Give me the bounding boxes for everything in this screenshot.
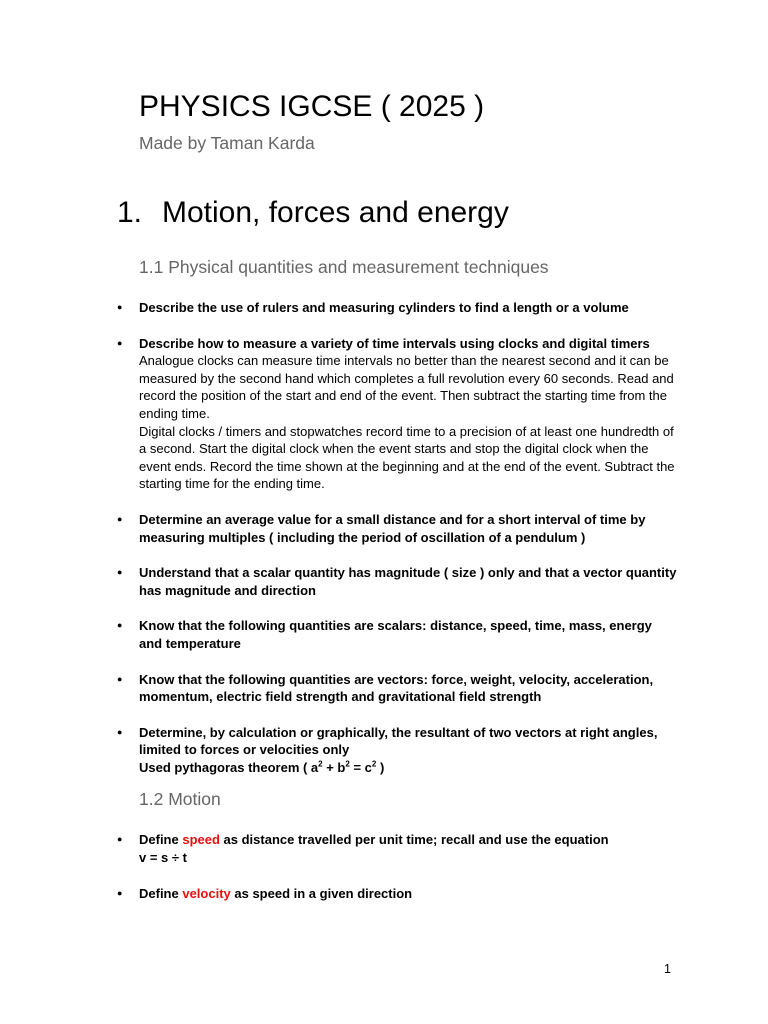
chapter-heading [117,193,509,233]
list-item-text [139,885,677,903]
section-heading-1-2: 1.2 Motion [139,789,221,810]
formula-part: ) [376,759,385,775]
list-item [117,564,677,599]
chapter-title: Motion, forces and energy [162,196,509,229]
text-part: Define [139,885,183,901]
speed-equation: v = s ÷ t [139,850,187,866]
document-title: PHYSICS IGCSE ( 2025 ) [139,90,485,123]
list-item [117,299,677,317]
pythagoras-formula [139,759,677,777]
formula-part: = c [349,759,372,775]
text-part: as distance travelled per unit time; recall and use the equation [219,832,609,848]
list-item [117,671,677,706]
list-item-note: Digital clocks / timers and stopwatches record time to a precision of at least one hundredth of a second. Start the digital clock when the event starts and stop the digital clock when the event ends. Record the time shown at the beginning and at the end of the event. Subtract the starting time for the ending time. [139,423,675,492]
list-item [117,831,677,866]
formula-part: Used pythagoras theorem ( a [139,759,319,775]
section-1-1-list [117,299,677,776]
list-item-note: Analogue clocks can measure time intervals no better than the nearest second and it can be measured by the second hand which completes a full revolution every 60 seconds. Read and record the position of the start and end of the event. Then subtract the starting time from the ending time. [139,353,674,421]
keyword-speed: speed [182,832,220,848]
section-1-2-list [117,831,677,902]
page-number: 1 [664,962,671,976]
list-item [117,724,677,777]
text-part: as speed in a given direction [230,885,413,901]
list-item [117,335,677,493]
chapter-number: 1. [117,196,143,229]
formula-superscript: 2 [318,759,323,769]
list-item [117,511,677,546]
list-item [117,885,677,903]
formula-part: + b [322,759,346,775]
list-item-text [139,831,677,849]
list-item-text: ● Determine, by calculation or graphically, the resultant of two vectors at right angles, limited to forces or velocities only [139,724,658,758]
list-item-text: ● Understand that a scalar quantity has magnitude ( size ) only and that a vector quantity has magnitude and direction [139,565,677,598]
list-item [117,617,677,652]
list-item-text: ● Know that the following quantities are scalars: distance, speed, time, mass, energy and temperature [139,618,652,651]
formula-superscript: 2 [371,759,377,769]
section-heading-1-1: 1.1 Physical quantities and measurement techniques [139,257,549,277]
document-body [117,256,677,902]
keyword-velocity: velocity [182,885,231,901]
text-part: Define [139,832,183,848]
list-item-text: ● Know that the following quantities are vectors: force, weight, velocity, acceleration, momentum, electric field strength and gravitational field strength [139,671,654,705]
list-item-text: ● Describe how to measure a variety of time intervals using clocks and digital timers [139,335,650,351]
formula-superscript: 2 [345,759,350,769]
list-item-text: ● Describe the use of rulers and measuring cylinders to find a length or a volume [139,300,629,315]
list-item-text: ● Determine an average value for a small distance and for a short interval of time by measuring multiples ( including the period of oscillation of a pendulum ) [139,511,646,545]
document-subtitle: Made by Taman Karda [139,133,315,153]
